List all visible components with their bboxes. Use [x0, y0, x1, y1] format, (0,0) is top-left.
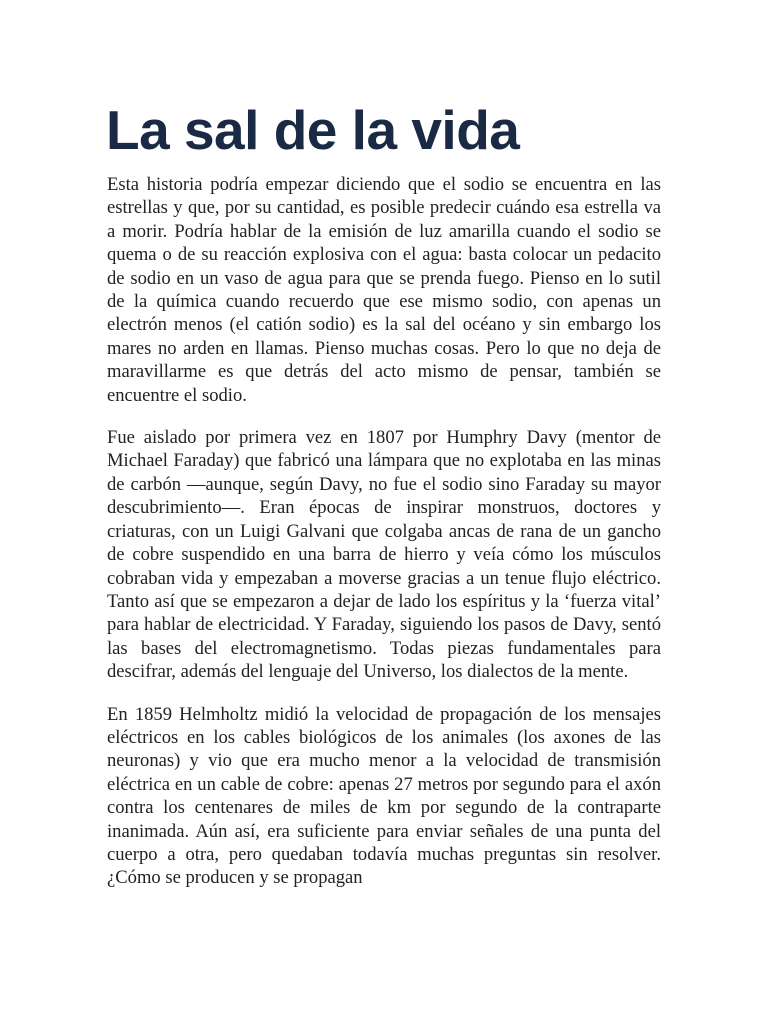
paragraph-2: Fue aislado por primera vez en 1807 por Humphry Davy (mentor de Michael Faraday) que fabricó una lámpara que no explotaba en las minas de carbón —aunque, según Davy, no fue el sodio sino Faraday su mayor descubrimiento—. Eran épocas de inspirar monstruos, doctores y criaturas, con un Luigi Galvani que colgaba ancas de rana de un gancho de cobre suspendido en una barra de hierro y veía cómo los músculos cobraban vida y empezaban a moverse gracias a un tenue flujo eléctrico. Tanto así que se empezaron a dejar de lado los espíritus y la ‘fuerza vital’ para hablar de electricidad. Y Faraday, siguiendo los pasos de Davy, sentó las bases del electromagnetismo. Todas piezas fundamentales para descifrar, además del lenguaje del Universo, los dialectos de la mente.: [107, 427, 661, 683]
article-body: [107, 173, 661, 909]
page-title: La sal de la vida: [106, 99, 520, 161]
paragraph-3: En 1859 Helmholtz midió la velocidad de propagación de los mensajes eléctricos en los cables biológicos de los animales (los axones de las neuronas) y vio que era mucho menor a la velocidad de transmisión eléctrica en un cable de cobre: apenas 27 metros por segundo para el axón contra los centenares de miles de km por segundo de la contraparte inanimada. Aún así, era suficiente para enviar señales de una punta del cuerpo a otra, pero quedaban todavía muchas preguntas sin resolver. ¿Cómo se producen y se propagan: [107, 703, 661, 889]
paragraph-1: Esta historia podría empezar diciendo que el sodio se encuentra en las estrellas y que, por su cantidad, es posible predecir cuándo esa estrella va a morir. Podría hablar de la emisión de luz amarilla cuando el sodio se quema o de su reacción explosiva con el agua: basta colocar un pedacito de sodio en un vaso de agua para que se prenda fuego. Pienso en lo sutil de la química cuando recuerdo que ese mismo sodio, con apenas un electrón menos (el catión sodio) es la sal del océano y sin embargo los mares no arden en llamas. Pienso muchas cosas. Pero lo que no deja de maravillarme es que detrás del acto mismo de pensar, también se encuentre el sodio.: [107, 174, 661, 406]
